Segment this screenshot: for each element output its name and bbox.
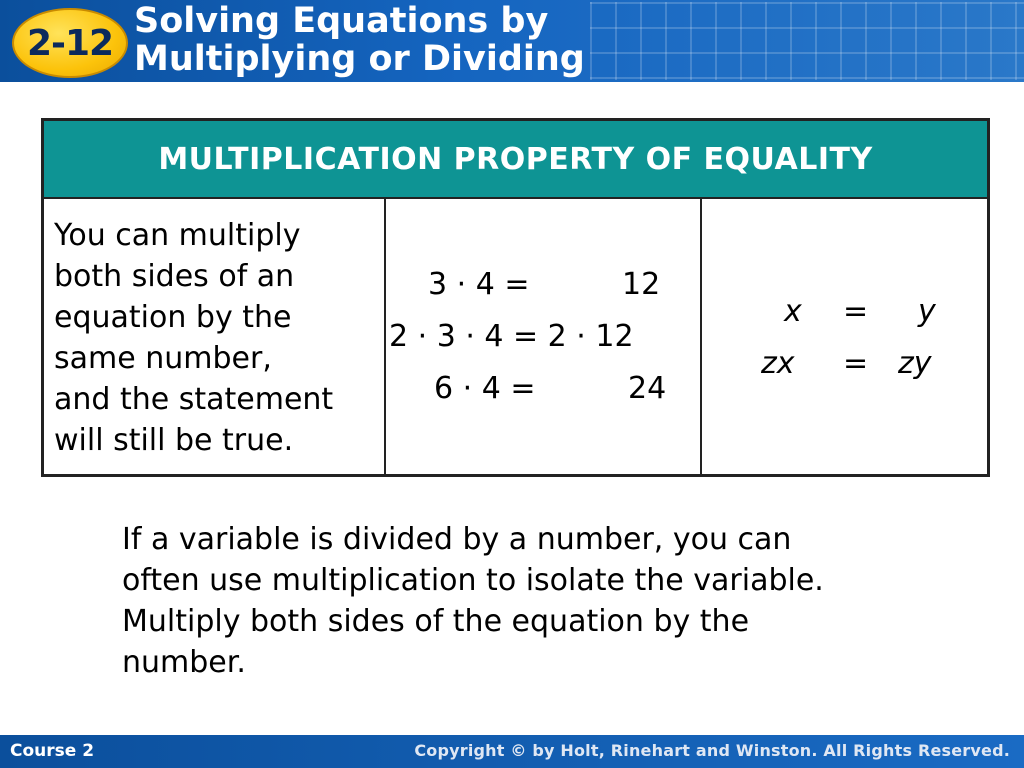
- paragraph-line: often use multiplication to isolate the variable.: [122, 563, 824, 598]
- algebra-row1-left: x: [784, 294, 802, 329]
- lesson-number-badge: 2-12: [12, 8, 128, 78]
- description-line: equation by the: [54, 300, 292, 335]
- algebra-row2-left: zx: [761, 346, 795, 381]
- description-line: You can multiply: [54, 218, 301, 253]
- numeric-example-cell: [386, 199, 702, 474]
- algebra-example-cell: [702, 199, 987, 474]
- description-line: same number,: [54, 341, 272, 376]
- numeric-row2: 2 · 3 · 4 = 2 · 12: [389, 319, 634, 354]
- algebra-row2-right: zy: [898, 346, 932, 381]
- paragraph-line: number.: [122, 645, 246, 680]
- algebra-row1-right: y: [918, 294, 936, 329]
- property-description: [54, 215, 379, 461]
- property-table: [41, 118, 990, 477]
- algebra-row1-equals: =: [843, 294, 869, 329]
- property-table-heading: MULTIPLICATION PROPERTY OF EQUALITY: [44, 121, 987, 199]
- page-title: [134, 2, 604, 78]
- description-line: will still be true.: [54, 423, 294, 458]
- paragraph-line: Multiply both sides of the equation by the: [122, 604, 750, 639]
- title-line-2: Multiplying or Dividing: [134, 39, 585, 79]
- description-line: both sides of an: [54, 259, 295, 294]
- numeric-row3-right: 24: [628, 371, 667, 406]
- numeric-row1-left: 3 · 4 =: [428, 267, 530, 302]
- paragraph-line: If a variable is divided by a number, you can: [122, 522, 792, 557]
- numeric-row3-left: 6 · 4 =: [434, 371, 536, 406]
- header-banner: [0, 0, 1024, 82]
- copyright-notice: Copyright © by Holt, Rinehart and Winston. All Rights Reserved.: [414, 741, 1010, 760]
- footer-bar: [0, 735, 1024, 768]
- numeric-row1-right: 12: [622, 267, 661, 302]
- explanation-paragraph: [122, 519, 962, 683]
- course-label: Course 2: [10, 741, 95, 761]
- title-line-1: Solving Equations by: [134, 1, 549, 41]
- description-line: and the statement: [54, 382, 334, 417]
- algebra-row2-equals: =: [843, 346, 869, 381]
- property-description-cell: [44, 199, 386, 474]
- header-grid-pattern: [590, 2, 1024, 80]
